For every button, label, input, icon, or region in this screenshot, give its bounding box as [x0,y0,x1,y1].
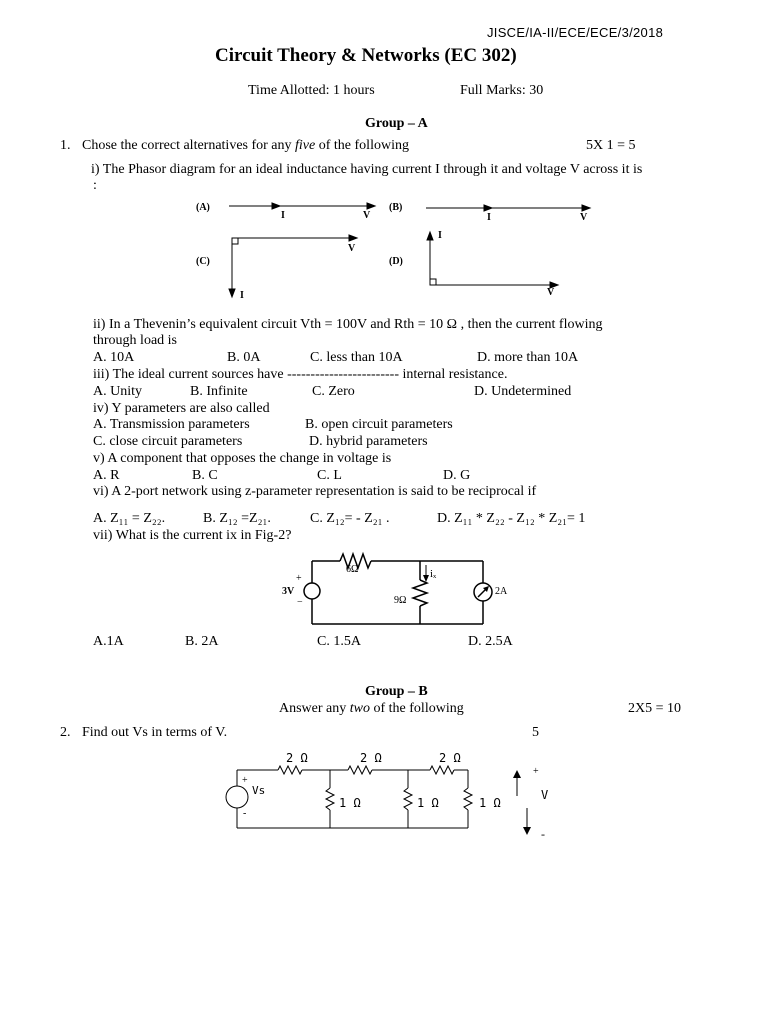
group-b-instructions: Answer any two of the following [279,701,464,716]
diagram-a-i-label: I [281,210,285,221]
question-2-number: 2. [60,725,71,740]
q2-v-plus: + [533,766,539,777]
fig2-ix-label: iₓ [430,568,437,580]
q2-r-shunt-3-label: 1 Ω [479,796,501,810]
diagram-b-v-label: V [580,212,588,223]
q2-v-minus: - [541,827,545,841]
q1-ii-option-b: B. 0A [227,350,261,365]
q1-iv-option-d: D. hybrid parameters [309,434,428,449]
q1-iv-text: iv) Y parameters are also called [93,401,270,416]
q1-iii-option-a: A. Unity [93,384,142,399]
paper-title: Circuit Theory & Networks (EC 302) [215,45,517,66]
question-1-marks: 5X 1 = 5 [586,138,636,153]
q1-vii-option-b: B. 2A [185,634,219,649]
q1-i-text-cont: : [93,178,97,193]
q1-iv-option-b: B. open circuit parameters [305,417,453,432]
q1-v-text: v) A component that opposes the change in voltage is [93,451,392,466]
q1-ii-text: ii) In a Thevenin’s equivalent circuit Vth = 100V and Rth = 10 Ω , then the current flowing [93,317,603,332]
q1-v-option-a: A. R [93,468,120,483]
q1-ii-option-a: A. 10A [93,350,135,365]
q2-r-shunt-1-label: 1 Ω [339,796,361,810]
question-1-number: 1. [60,138,71,153]
q1-iii-text: iii) The ideal current sources have ------------------------ internal resistance. [93,367,508,382]
fig2-is-label: 2A [495,586,508,597]
diagram-c-i-label: I [240,290,244,301]
diagram-c-v-label: V [348,243,356,254]
diagram-label-c: (C) [196,256,210,267]
q1-iii-option-d: D. Undetermined [474,384,572,399]
fig2-plus-label: + [296,573,302,584]
q1-ii-option-c: C. less than 10A [310,350,403,365]
question-2-marks: 5 [532,725,539,740]
diagram-label-a: (A) [196,202,210,213]
q1-ii-option-d: D. more than 10A [477,350,579,365]
q2-vs-minus: - [243,808,247,819]
q1-iii-option-b: B. Infinite [190,384,248,399]
q1-i-text: i) The Phasor diagram for an ideal inductance having current I through it and voltage V across it is [91,162,643,177]
q1-vii-option-a: A.1A [93,634,124,649]
question-1-text: Chose the correct alternatives for any five of the following [82,138,409,153]
q2-vs-label: Vs [252,784,266,797]
q1-vii-text: vii) What is the current ix in Fig-2? [93,528,292,543]
time-allotted: Time Allotted: 1 hours [248,83,375,98]
group-a-heading: Group – A [365,116,428,131]
q1-vi-option-a: A. Z₁₁ = Z₂₂. [93,511,166,526]
q2-v-label: V [541,788,549,802]
q2-r-series-2-label: 2 Ω [360,751,382,765]
diagram-b-i-label: I [487,212,491,223]
diagram-d-i-label: I [438,230,442,241]
q1-v-option-b: B. C [192,468,218,483]
fig2-vs-label: 3V [282,586,295,597]
q1-iv-option-a: A. Transmission parameters [93,417,250,432]
diagram-d-v-label: V [547,287,555,298]
q1-vi-option-c: C. Z₁₂= - Z₂₁ . [310,511,390,526]
q1-vii-option-c: C. 1.5A [317,634,361,649]
diagram-a-v-label: V [363,210,371,221]
full-marks: Full Marks: 30 [460,83,544,98]
q2-r-series-3-label: 2 Ω [439,751,461,765]
group-b-heading: Group – B [365,684,428,699]
q2-r-series-1-label: 2 Ω [286,751,308,765]
q1-ii-text-cont: through load is [93,333,177,348]
q1-vii-option-d: D. 2.5A [468,634,513,649]
question-2-text: Find out Vs in terms of V. [82,725,228,740]
diagram-label-d: (D) [389,256,403,267]
fig2-minus-label: − [297,597,303,608]
q1-vi-text: vi) A 2-port network using z-parameter representation is said to be reciprocal if [93,484,537,499]
fig2-r2-label: 9Ω [394,595,407,606]
q2-vs-plus: + [242,775,248,786]
q1-v-option-c: C. L [317,468,342,483]
fig2-r1-label: 6Ω [346,564,359,575]
q1-iii-option-c: C. Zero [312,384,355,399]
group-b-marks: 2X5 = 10 [628,701,682,716]
q1-v-option-d: D. G [443,468,471,483]
q2-r-shunt-2-label: 1 Ω [417,796,439,810]
q1-vi-option-d: D. Z₁₁ * Z₂₂ - Z₁₂ * Z₂₁= 1 [437,511,586,526]
exam-code: JISCE/IA-II/ECE/ECE/3/2018 [487,25,664,40]
q1-vi-option-b: B. Z₁₂ =Z₂₁. [203,511,271,526]
diagram-label-b: (B) [389,202,403,213]
q1-iv-option-c: C. close circuit parameters [93,434,243,449]
